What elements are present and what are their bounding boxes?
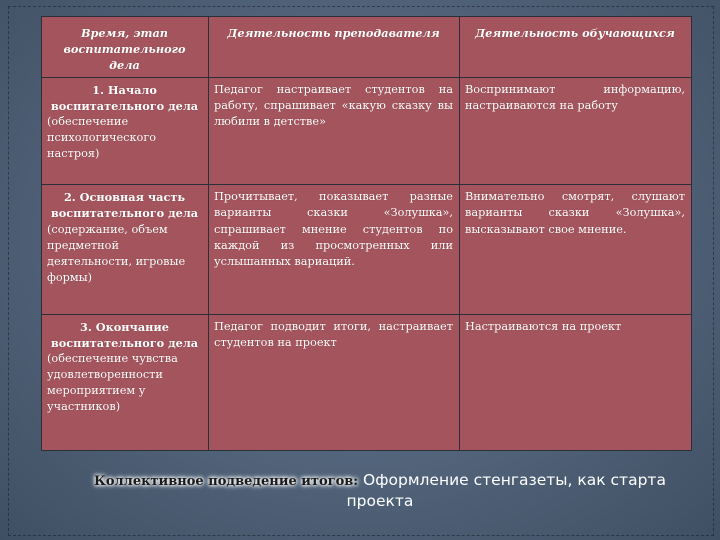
stage-description: (содержание, объем предметной деятельности, игровые формы)	[47, 222, 186, 284]
stage-title: 2. Основная часть воспитательного дела	[50, 190, 199, 221]
stage-description: (обеспечение чувства удовлетворенности мероприятием у участников)	[47, 351, 178, 413]
table-row	[42, 185, 692, 314]
stage-cell	[42, 185, 209, 314]
stage-title: 3. Окончание воспитательного дела	[50, 319, 199, 350]
table-row	[42, 78, 692, 185]
stage-title: 1. Начало воспитательного дела	[50, 83, 199, 114]
student-activity-cell	[460, 185, 692, 314]
stage-cell	[42, 314, 209, 450]
student-activity-cell	[460, 314, 692, 450]
teacher-activity-cell	[209, 314, 460, 450]
teacher-activity-text: Педагог настраивает студентов на работу, спрашивает «какую сказку вы любили в детстве»	[214, 83, 453, 129]
header-stage: Время, этап воспитательного дела	[42, 17, 209, 78]
student-activity-cell	[460, 78, 692, 185]
lesson-plan-table	[41, 16, 692, 451]
student-activity-text: Настраиваются на проект	[465, 319, 622, 333]
stage-description: (обеспечение психологического настроя)	[47, 115, 157, 161]
teacher-activity-cell	[209, 78, 460, 185]
table-row	[42, 314, 692, 450]
summary-text: Оформление стенгазеты, как старта проекта	[346, 471, 666, 510]
teacher-activity-text: Педагог подводит итоги, настраивает студентов на проект	[214, 319, 453, 349]
table-header-row	[42, 17, 692, 78]
summary-label: Коллективное подведение итогов:	[94, 474, 359, 489]
teacher-activity-cell	[209, 185, 460, 314]
header-teacher-activity: Деятельность преподавателя	[209, 17, 460, 78]
summary-footer	[60, 470, 700, 511]
stage-cell	[42, 78, 209, 185]
header-student-activity: Деятельность обучающихся	[460, 17, 692, 78]
student-activity-text: Воспринимают информацию, настраиваются на работу	[465, 83, 685, 113]
teacher-activity-text: Прочитывает, показывает разные варианты сказки «Золушка», спрашивает мнение студентов по каждой из просмотренных или услышанных вариаций.	[214, 190, 453, 268]
student-activity-text: Внимательно смотрят, слушают варианты сказки «Золушка», высказывают свое мнение.	[465, 190, 685, 236]
